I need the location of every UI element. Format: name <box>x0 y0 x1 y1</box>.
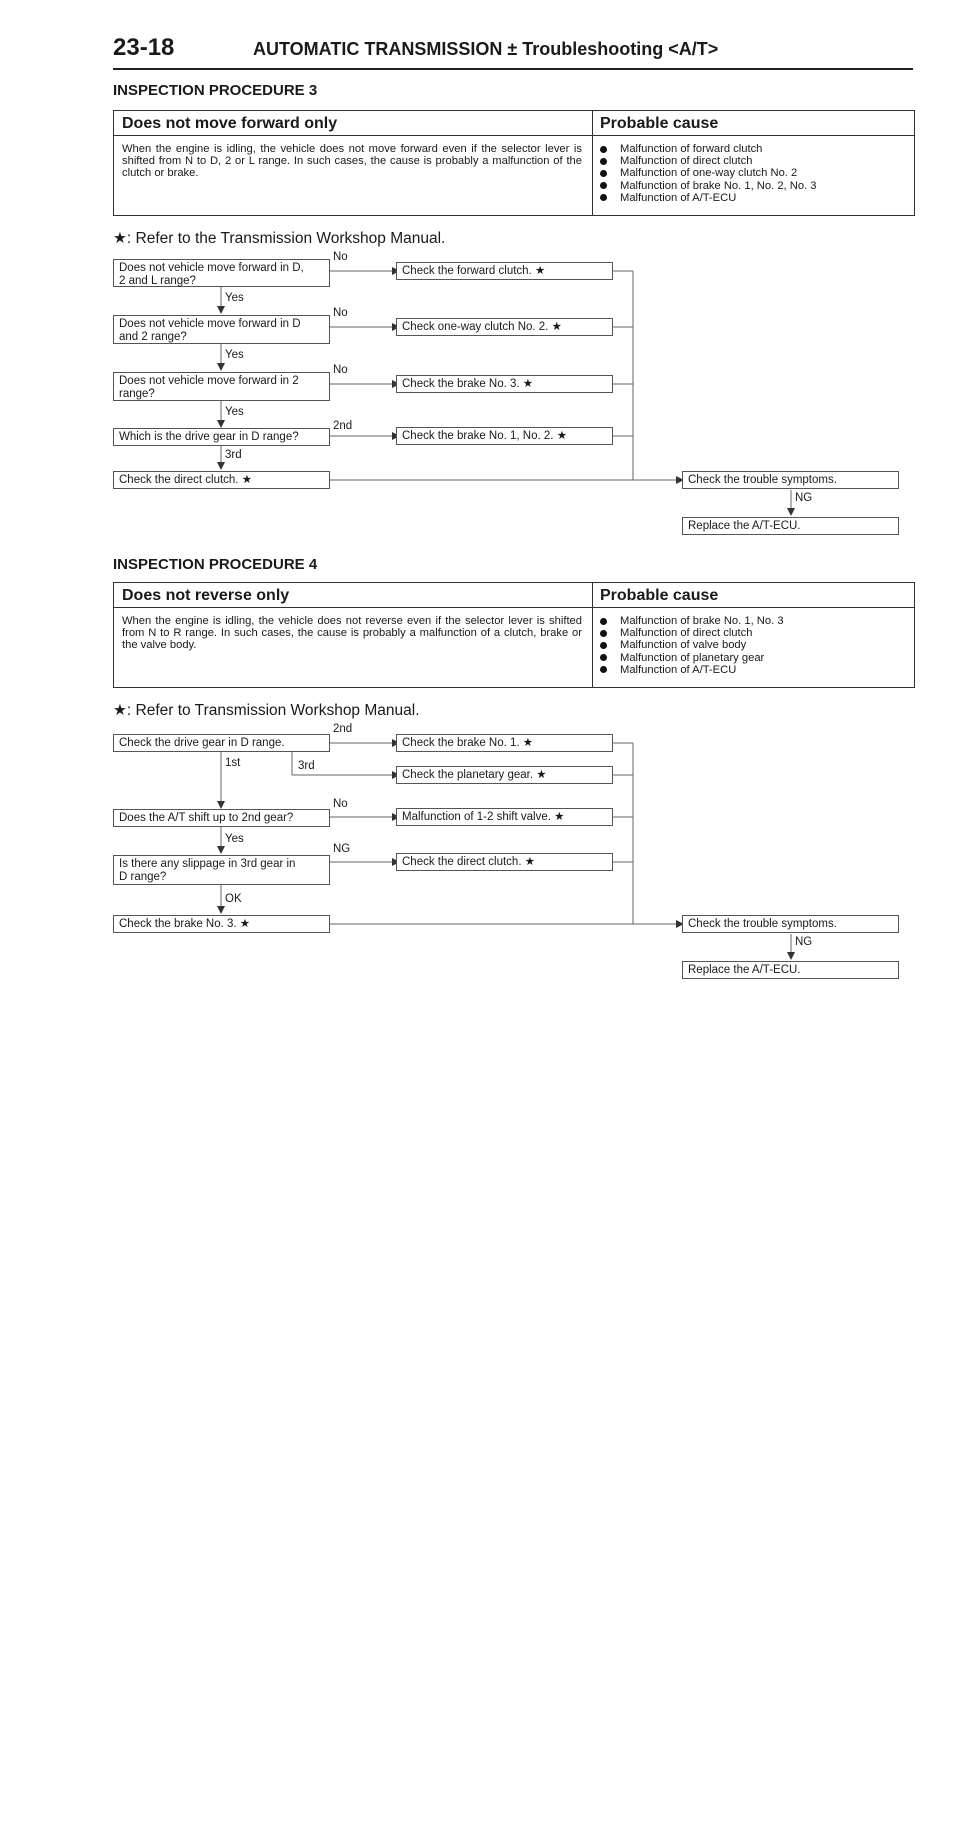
flow-label-yes: Yes <box>225 292 244 304</box>
page-title: AUTOMATIC TRANSMISSION ± Troubleshooting <A/T> <box>253 39 719 59</box>
list-item: Malfunction of A/T-ECU <box>598 192 817 204</box>
cause-header: Probable cause <box>592 111 914 136</box>
list-item: Malfunction of valve body <box>598 639 784 651</box>
flow-label-ok: OK <box>225 893 242 905</box>
flow-action-brake-1-2: Check the brake No. 1, No. 2. ★ <box>396 427 613 445</box>
list-item: Malfunction of A/T-ECU <box>598 664 784 676</box>
flow-question-drive-gear: Which is the drive gear in D range? <box>113 428 330 446</box>
flow-label-2nd: 2nd <box>333 420 353 432</box>
list-item: Malfunction of direct clutch <box>598 627 784 639</box>
symptom-header: Does not reverse only <box>114 583 592 608</box>
flow-label-ng: NG <box>333 843 351 855</box>
flow-action-brake-3: Check the brake No. 3. ★ <box>396 375 613 393</box>
flow-label-3rd: 3rd <box>298 760 315 772</box>
flow-check-trouble-symptoms: Check the trouble symptoms. <box>682 471 899 489</box>
symptom-header: Does not move forward only <box>114 111 592 136</box>
flow-question-drive-gear: Check the drive gear in D range. <box>113 734 330 752</box>
list-item: Malfunction of forward clutch <box>598 143 817 155</box>
procedure4-heading: INSPECTION PROCEDURE 4 <box>113 556 318 573</box>
arrow-down-icon <box>787 952 795 960</box>
symptom-description: When the engine is idling, the vehicle does not reverse even if the selector lever is shifted from N to R range. In such cases, the cause is probably a malfunction of a clutch, brake or the valve body. <box>122 615 582 652</box>
flow-label-no: No <box>333 364 348 376</box>
flow-label-ng: NG <box>795 936 813 948</box>
list-item: Malfunction of one-way clutch No. 2 <box>598 167 817 179</box>
flow-label-no: No <box>333 798 348 810</box>
flow-question-slippage: Is there any slippage in 3rd gear in D range? <box>113 855 330 885</box>
procedure3-heading: INSPECTION PROCEDURE 3 <box>113 82 318 99</box>
flow-action-forward-clutch: Check the forward clutch. ★ <box>396 262 613 280</box>
flow-label-yes: Yes <box>225 833 244 845</box>
flow-question-shift-2nd: Does the A/T shift up to 2nd gear? <box>113 809 330 827</box>
list-item: Malfunction of direct clutch <box>598 155 817 167</box>
symptom-description: When the engine is idling, the vehicle does not move forward even if the selector lever is shifted from N to D, 2 or L range. In such cases, the cause is probably a malfunction of the clutch or brake. <box>122 143 582 180</box>
arrow-down-icon <box>217 846 225 854</box>
flow-replace-ecu: Replace the A/T-ECU. <box>682 517 899 535</box>
workshop-manual-note: ★: Refer to the Transmission Workshop Manual. <box>113 230 446 247</box>
flow-label-no: No <box>333 307 348 319</box>
flow-action-brake-1: Check the brake No. 1. ★ <box>396 734 613 752</box>
list-item: Malfunction of planetary gear <box>598 652 784 664</box>
flow-label-yes: Yes <box>225 406 244 418</box>
flow-replace-ecu: Replace the A/T-ECU. <box>682 961 899 979</box>
flow-action-planetary-gear: Check the planetary gear. ★ <box>396 766 613 784</box>
arrow-down-icon <box>217 906 225 914</box>
flow-question-forward-2: Does not vehicle move forward in 2 range? <box>113 372 330 401</box>
flow-question-forward-d2: Does not vehicle move forward in D and 2 range? <box>113 315 330 344</box>
page-number: 23-18 <box>113 34 175 61</box>
workshop-manual-note: ★: Refer to Transmission Workshop Manual. <box>113 702 420 719</box>
flow-question-forward-dl: Does not vehicle move forward in D, 2 and L range? <box>113 259 330 287</box>
cause-header: Probable cause <box>592 583 914 608</box>
flow-label-2nd: 2nd <box>333 723 353 735</box>
flow-label-1st: 1st <box>225 757 241 769</box>
flow-action-shift-valve: Malfunction of 1-2 shift valve. ★ <box>396 808 613 826</box>
list-item: Malfunction of brake No. 1, No. 3 <box>598 615 784 627</box>
flow-label-no: No <box>333 251 348 263</box>
flow-action-one-way-clutch: Check one-way clutch No. 2. ★ <box>396 318 613 336</box>
flow-action-direct-clutch: Check the direct clutch. ★ <box>113 471 330 489</box>
arrow-down-icon <box>217 801 225 809</box>
flow-action-direct-clutch: Check the direct clutch. ★ <box>396 853 613 871</box>
flow-label-ng: NG <box>795 492 813 504</box>
flow-check-trouble-symptoms: Check the trouble symptoms. <box>682 915 899 933</box>
flow-action-brake-3: Check the brake No. 3. ★ <box>113 915 330 933</box>
list-item: Malfunction of brake No. 1, No. 2, No. 3 <box>598 180 817 192</box>
flow-label-yes: Yes <box>225 349 244 361</box>
flow-label-3rd: 3rd <box>225 449 242 461</box>
